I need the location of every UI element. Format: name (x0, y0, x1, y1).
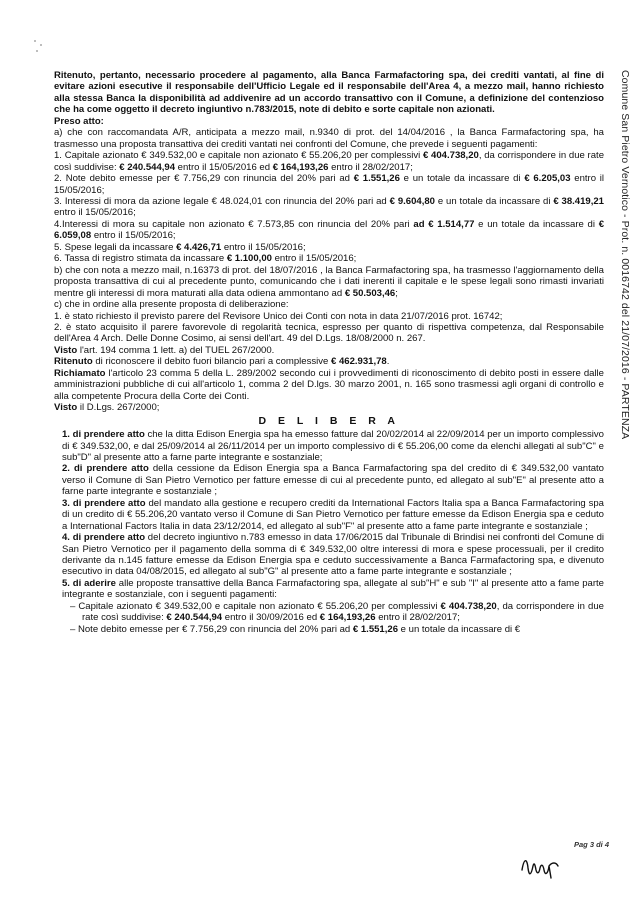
delibera-item-2: 2. di prendere atto della cessione da Edison Energia spa a Banca Farmafactoring spa del credito di € 349.532,00 vantato verso il Comune di San Pietro Vernotico per fatture emesse di cui al precedente punto, ed allegato al sub"E" al presente atto a farne parte integrante e sostanziale ; (62, 463, 604, 498)
proposal-item-6: 6. Tassa di registro stimata da incassare € 1.100,00 entro il 15/05/2016; (54, 253, 357, 265)
payment-dash-1: – Capitale azionato € 349.532,00 e capitale non azionato € 55.206,20 per complessivi € 404.738,20, da corrispondere in due rate così suddivise: € 240.544,94 entro il 30/09/2016 ed € 164,193,26 entro il 28/02/2017; (70, 600, 604, 624)
visto-dlgs: Visto il D.Lgs. 267/2000; (54, 402, 160, 414)
scan-specks (34, 40, 54, 54)
proposal-item-1: 1. Capitale azionato € 349.532,00 e capitale non azionato € 55.206,20 per complessivi € 404.738,20, da corrispondere in due rate così suddivise: € 240.544,94 entro il 15/05/2016 ed € 164,193,26 entro il 28/02/2017; (54, 150, 605, 173)
ritenuto-paragraph (54, 70, 604, 116)
signature-mark (518, 852, 562, 882)
ritenuto-text: Ritenuto, pertanto, necessario procedere al pagamento, alla Banca Farmafactoring spa, dei crediti vantati, al fine di evitare azioni esecutive il responsabile dell'Ufficio Legale ed il responsabile dell'Area 4, a mezzo mail, hanno richiesto alla stessa Banca la disponibilità ad addivenire ad un accordo transattivo con il Comune, a definizione del contenzioso che ha come oggetto il decreto ingiuntivo n.783/2015, note di debito e sorte capitale non azionati. (54, 70, 604, 116)
visto-tuel: Visto l'art. 194 comma 1 lett. a) del TUEL 267/2000. (54, 344, 275, 356)
ritenuto-debito: Ritenuto di riconoscere il debito fuori bilancio pari a complessive € 462.931,78. (54, 356, 390, 368)
page-number: Pag 3 di 4 (574, 840, 610, 849)
delibera-item-4: 4. di prendere atto del decreto ingiuntivo n.783 emesso in data 17/06/2015 dal Tribunale di Brindisi nei confronti del Comune di San Pietro Vernotico per il pagamento della somma di € 349.532,00 oltre interessi di mora e spese processuali, per il credito derivante da n.145 fatture emesse da Edison Energia spa e ceduto successivamente a Banca Farmafactoring spa, e divenuto esecutivo in data 04/08/2015, ed allegato al sub"G" al presente atto a fame parte integrante e sostanziale ; (62, 532, 605, 578)
delibera-heading: D E L I B E R A (258, 414, 400, 427)
protocol-stamp: Comune San Pietro Vernotico - Prot. n. 0016742 del 21/07/2016 - PARTENZA (619, 70, 631, 440)
para-c: c) che in ordine alla presente proposta di deliberazione: (54, 299, 289, 311)
document-body (54, 70, 604, 635)
payment-dash-2: – Note debito emesse per € 7.756,29 con rinuncia del 20% pari ad € 1.551,26 e un totale da incassare di € (70, 623, 521, 635)
proposal-item-2: 2. Note debito emesse per € 7.756,29 con rinuncia del 20% pari ad € 1.551,26 e un totale da incassare di € 6.205,03 entro il 15/05/2016; (54, 173, 605, 196)
richiamato-paragraph: Richiamato l'articolo 23 comma 5 della L. 289/2002 secondo cui i provvedimenti di riconoscimento di debito posti in essere dalle amministrazioni pubbliche di cui all'articolo 1, comma 2 del D.lgs. 30 marzo 2001, n. 165 sono trasmessi agli organi di controllo e alla competente Procura della Corte dei Conti. (54, 367, 604, 402)
para-a: a) che con raccomandata A/R, anticipata a mezzo mail, n.9340 di prot. del 14/04/2016 , la Banca Farmafactoring spa, ha trasmesso una proposta transattiva dei crediti vantati nei confronti del Comune, che prevede i seguenti pagamenti: (54, 127, 604, 150)
preso-atto-heading: Preso atto: (54, 115, 104, 127)
delibera-item-5: 5. di aderire alle proposte transattive della Banca Farmafactoring spa, allegate al sub"H" e sub "I" al presente atto a fame parte integrante e sostanziale, con i seguenti pagamenti: (62, 577, 604, 601)
proposal-item-5: 5. Spese legali da incassare € 4.426,71 entro il 15/05/2016; (54, 241, 306, 253)
para-b: b) che con nota a mezzo mail, n.16373 di prot. del 18/07/2016 , la Banca Farmafactoring spa, ha trasmesso l'aggiornamento della proposta transattiva di cui al precedente punto, comunicando che i dati inerenti il capitale e le spese legali sono rimasti invariati mentre gli interessi di mora maturati alla data odiena ammontano ad € 50.503,46; (54, 264, 604, 299)
delibera-item-3: 3. di prendere atto del mandato alla gestione e recupero crediti da International Factors Italia spa a Banca Farmafactoring spa di un credito di € 55.206,20 vantato verso il Comune di San Pietro Vernotico per fatture emesse da Edison Energia spa e ceduto a International Factors Italia in data 23/12/2014, ed allegato al sub"F" al presente atto a fame parte integrante e sostanziale ; (62, 497, 604, 532)
proposal-item-4: 4.Interessi di mora su capitale non azionato € 7.573,85 con rinuncia del 20% pari ad € 1.514,77 e un totale da incassare di € 6.059,08 entro il 15/05/2016; (54, 218, 604, 242)
para-c-item-1: 1. è stato richiesto il previsto parere del Revisore Unico dei Conti con nota in data 21/07/2016 prot. 16742; (54, 310, 503, 322)
proposal-item-3: 3. Interessi di mora da azione legale € 48.024,01 con rinuncia del 20% pari ad € 9.604,80 e un totale da incassare di € 38.419,21 entro il 15/05/2016; (54, 195, 604, 219)
delibera-item-1: 1. di prendere atto che la ditta Edison Energia spa ha emesso fatture dal 20/02/2014 al 22/09/2014 per un importo complessivo di € 349.532,00, e dal 25/09/2014 al 26/11/2014 per un importo complessivo di € 55.206,00 come da elenchi allegati al sub"C" e sub"D" al presente atto a farne parte integrante e sostanziale; (62, 429, 604, 463)
para-c-item-2: 2. è stato acquisito il parere favorevole di regolarità tecnica, espresso per quanto di rispettiva competenza, dal Responsabile dell'Area 4 Arch. Delle Donne Cosimo, ai sensi dell'art. 49 del D.Lgs. 18/08/2000 n. 267. (54, 321, 604, 345)
